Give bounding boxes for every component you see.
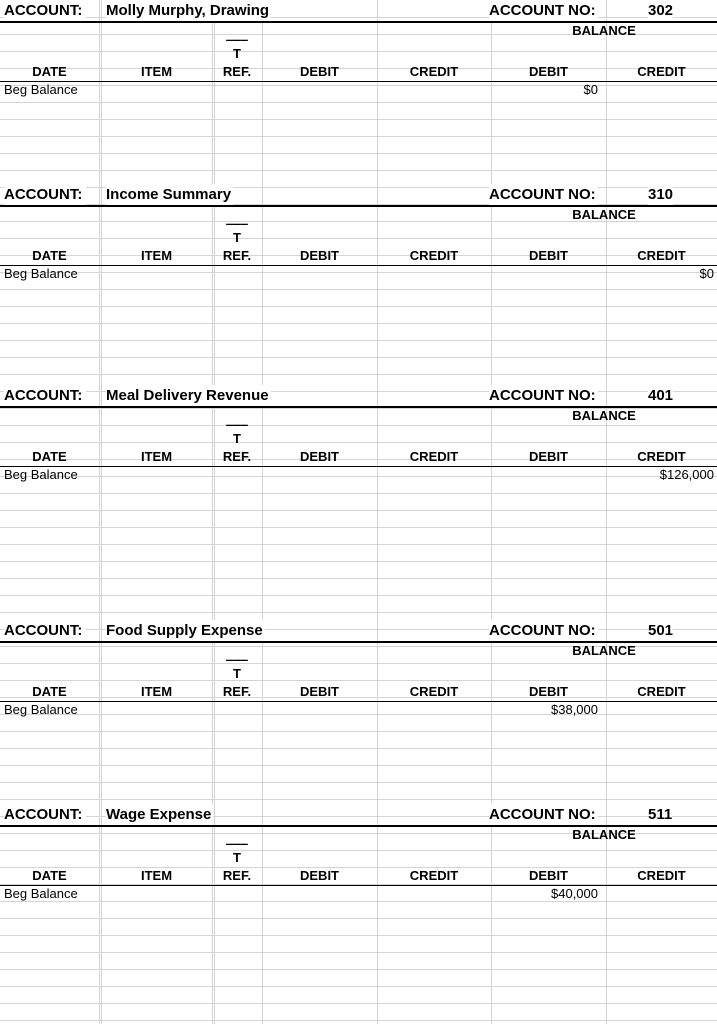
post-ref-marker: ‒‒‒	[226, 836, 248, 851]
balance-credit-header: CREDIT	[637, 248, 686, 263]
col-date-header: DATE	[32, 868, 67, 883]
balance-credit-value[interactable]	[606, 886, 714, 902]
balance-debit-header: DEBIT	[529, 64, 568, 79]
balance-credit-value[interactable]: $126,000	[659, 467, 714, 482]
account-block	[0, 804, 717, 988]
col-credit-header: CREDIT	[409, 868, 459, 883]
col-item-header: ITEM	[140, 684, 173, 699]
post-ref-top: T	[233, 230, 241, 245]
post-ref-marker: ‒‒‒	[226, 216, 248, 231]
balance-credit-value[interactable]	[606, 82, 714, 98]
account-block	[0, 385, 717, 569]
post-ref-top: T	[233, 46, 241, 61]
grid-row-line	[0, 1003, 717, 1004]
balance-debit-value[interactable]	[491, 467, 598, 483]
account-name[interactable]: Molly Murphy, Drawing	[106, 2, 270, 19]
balance-credit-header: CREDIT	[637, 684, 686, 699]
balance-credit-header: CREDIT	[637, 64, 686, 79]
post-ref-marker: ‒‒‒	[226, 417, 248, 432]
account-label: ACCOUNT:	[4, 804, 86, 825]
account-block	[0, 620, 717, 804]
account-name[interactable]: Wage Expense	[106, 806, 212, 823]
col-item-header: ITEM	[140, 868, 173, 883]
account-number-label: ACCOUNT NO:	[489, 186, 596, 203]
post-ref-top: T	[233, 431, 241, 446]
account-label: ACCOUNT:	[4, 184, 86, 205]
grid-row-line	[0, 612, 717, 613]
col-debit-header: DEBIT	[300, 868, 339, 883]
account-block	[0, 0, 717, 184]
col-ref-header: REF.	[222, 449, 252, 464]
col-date-header: DATE	[32, 449, 67, 464]
col-credit-header: CREDIT	[409, 449, 459, 464]
beginning-balance-label[interactable]: Beg Balance	[4, 82, 78, 97]
balance-credit-header: CREDIT	[637, 449, 686, 464]
col-credit-header: CREDIT	[409, 64, 459, 79]
balance-debit-header: DEBIT	[529, 248, 568, 263]
balance-heading: BALANCE	[572, 23, 636, 38]
grid-row-line	[0, 374, 717, 375]
beginning-balance-label[interactable]: Beg Balance	[4, 266, 78, 281]
balance-debit-value[interactable]	[491, 266, 598, 282]
grid-row-line	[0, 578, 717, 579]
account-name[interactable]: Meal Delivery Revenue	[106, 387, 269, 404]
balance-heading: BALANCE	[572, 408, 636, 423]
col-ref-header: REF.	[222, 248, 252, 263]
balance-credit-value[interactable]: $0	[699, 266, 714, 281]
grid-row-line	[0, 595, 717, 596]
col-date-header: DATE	[32, 248, 67, 263]
post-ref-marker: ‒‒‒	[226, 652, 248, 667]
col-item-header: ITEM	[140, 64, 173, 79]
account-number-label: ACCOUNT NO:	[489, 2, 596, 19]
account-label: ACCOUNT:	[4, 385, 86, 406]
post-ref-top: T	[233, 666, 241, 681]
post-ref-marker: ‒‒‒	[226, 32, 248, 47]
account-name[interactable]: Food Supply Expense	[106, 622, 263, 639]
balance-credit-header: CREDIT	[637, 868, 686, 883]
col-item-header: ITEM	[140, 248, 173, 263]
col-credit-header: CREDIT	[409, 248, 459, 263]
account-label: ACCOUNT:	[4, 0, 86, 21]
account-block	[0, 184, 717, 368]
col-debit-header: DEBIT	[300, 449, 339, 464]
post-ref-top: T	[233, 850, 241, 865]
beginning-balance-label[interactable]: Beg Balance	[4, 886, 78, 901]
balance-debit-value[interactable]: $38,000	[551, 702, 598, 717]
col-date-header: DATE	[32, 684, 67, 699]
account-number[interactable]: 511	[648, 806, 673, 823]
balance-debit-header: DEBIT	[529, 684, 568, 699]
col-ref-header: REF.	[222, 64, 252, 79]
balance-heading: BALANCE	[572, 643, 636, 658]
account-number-label: ACCOUNT NO:	[489, 387, 596, 404]
account-number-label: ACCOUNT NO:	[489, 622, 596, 639]
col-debit-header: DEBIT	[300, 64, 339, 79]
balance-debit-value[interactable]: $0	[583, 82, 598, 97]
balance-debit-header: DEBIT	[529, 868, 568, 883]
col-credit-header: CREDIT	[409, 684, 459, 699]
account-number[interactable]: 501	[648, 622, 674, 639]
col-ref-header: REF.	[222, 684, 252, 699]
col-date-header: DATE	[32, 64, 67, 79]
account-number-label: ACCOUNT NO:	[489, 806, 596, 823]
grid-row-line	[0, 1020, 717, 1021]
account-number[interactable]: 302	[648, 2, 674, 19]
beginning-balance-label[interactable]: Beg Balance	[4, 702, 78, 717]
balance-credit-value[interactable]	[606, 702, 714, 718]
col-debit-header: DEBIT	[300, 248, 339, 263]
account-number[interactable]: 310	[648, 186, 674, 203]
beginning-balance-label[interactable]: Beg Balance	[4, 467, 78, 482]
balance-heading: BALANCE	[572, 207, 636, 222]
col-debit-header: DEBIT	[300, 684, 339, 699]
col-ref-header: REF.	[222, 868, 252, 883]
account-label: ACCOUNT:	[4, 620, 86, 641]
account-name[interactable]: Income Summary	[106, 186, 232, 203]
balance-heading: BALANCE	[572, 827, 636, 842]
balance-debit-header: DEBIT	[529, 449, 568, 464]
col-item-header: ITEM	[140, 449, 173, 464]
account-number[interactable]: 401	[648, 387, 674, 404]
balance-debit-value[interactable]: $40,000	[551, 886, 598, 901]
